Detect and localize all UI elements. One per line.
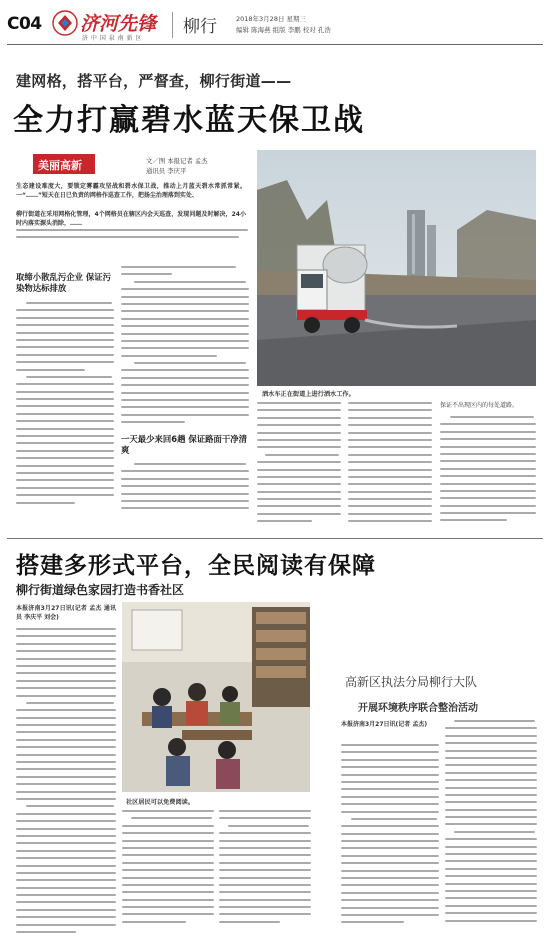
article3-column2-text	[445, 720, 537, 938]
brand-subtitle: 济 中 国 泉 南 新 区	[82, 35, 142, 42]
section-divider	[172, 12, 173, 38]
section-tag-label: 美丽高新	[38, 159, 82, 172]
article2-column3-text	[219, 810, 311, 938]
column5-text	[440, 416, 536, 528]
article2-subhead: 柳行街道绿色家园打造书香社区	[16, 583, 185, 597]
article1-headline: 全力打赢碧水蓝天保卫战	[13, 103, 365, 138]
lede-paragraph: 生态建设难度大，要锁定雾霾攻坚战和碧水保卫战，推动上月蓝天碧水常抓常紧。一“……”短天在日已负责的网格作巡查工作，把扬尘治理落到实处、	[16, 183, 246, 199]
article3-subhead: 开展环境秩序联合整治活动	[358, 703, 478, 714]
article3-column1-text	[341, 744, 439, 938]
sprinkler-truck-photo	[257, 150, 536, 386]
article2-byline: 本报济南3月27日讯(记者 孟杰 通讯员 李庆平 刘会)	[16, 605, 116, 621]
article3-byline: 本报济南3月27日讯(记者 孟杰)	[341, 721, 428, 728]
article3-headline: 高新区执法分局柳行大队	[345, 675, 478, 689]
lede-text-lines	[16, 229, 248, 249]
subhead-2: 一天最少来回6趟 保证路面干净清爽	[121, 434, 247, 455]
article2-headline: 搭建多形式平台，全民阅读有保障	[16, 553, 376, 579]
editor-line: 编辑 陈海燕 组版 李鹏 校对 孔浩	[236, 26, 331, 34]
article2-column2-text	[122, 810, 214, 938]
date-line: 2018年3月28日 星期三	[236, 15, 307, 23]
column2-lower-text	[121, 463, 249, 529]
section-name: 柳行	[183, 17, 217, 37]
brand-name: 济河先锋	[80, 13, 157, 35]
section-divider-rule	[7, 538, 543, 539]
lede-paragraph-2: 柳行街道在采用网格化管理，4个网格员在辖区内会天巡查，发现问题及时解决，24小时内落实源头消除，……	[16, 211, 246, 227]
column2-text	[121, 266, 249, 426]
column1-text	[16, 302, 114, 528]
brand-logo-icon	[52, 10, 78, 36]
header-rule	[7, 44, 543, 45]
article2-column1-text	[16, 628, 116, 938]
byline: 文／图 本报记者 孟杰	[146, 157, 208, 165]
page-number: C04	[7, 14, 42, 34]
column3-text	[257, 402, 341, 528]
photo-caption: 洒水车正在街道上进行洒水工作。	[262, 391, 355, 398]
subhead-1: 取缔小散乱污企业 保证污染物达标排放	[16, 272, 112, 293]
article1-kicker: 建网格，搭平台，严督查，柳行街道——	[16, 72, 292, 90]
reading-photo-caption: 社区居民可以免费阅读。	[126, 799, 195, 806]
reading-room-photo	[122, 602, 310, 792]
column5-first-line: 保证不出现区内的每处道路。	[440, 402, 519, 409]
byline-2: 通讯员 李庆平	[146, 167, 187, 175]
column4-text	[348, 402, 432, 528]
